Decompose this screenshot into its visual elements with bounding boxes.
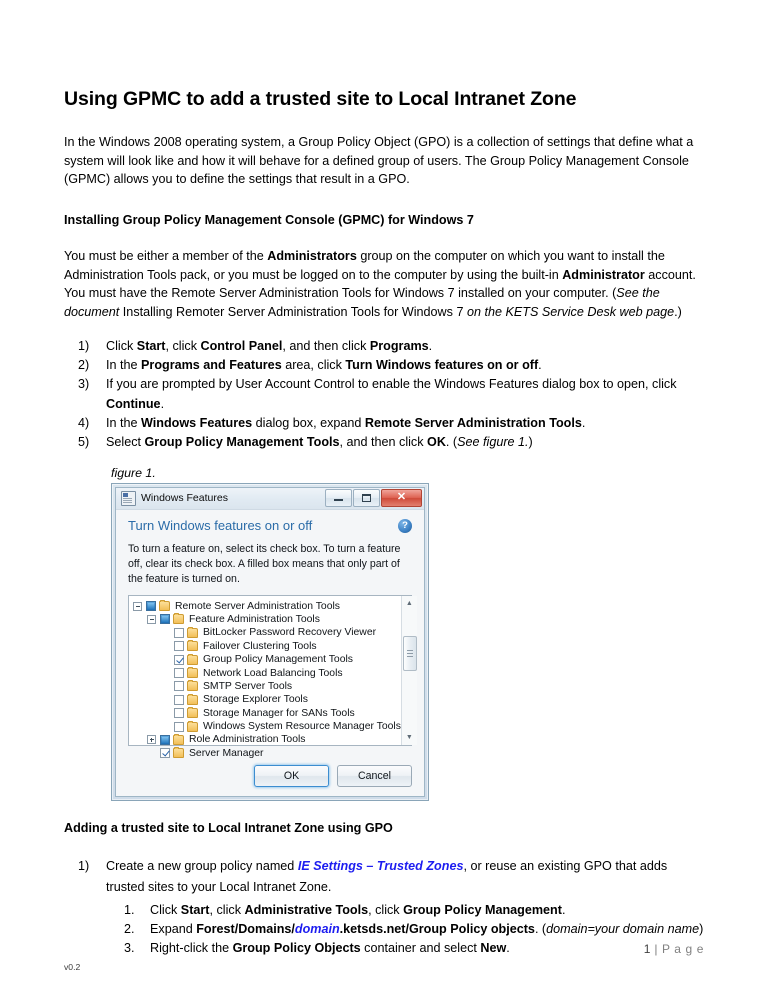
tree-item-label: Group Policy Management Tools <box>203 654 353 666</box>
feature-checkbox[interactable] <box>160 748 170 758</box>
page-word: P a g e <box>661 942 704 956</box>
gpo-step-0-part-1: IE Settings – Trusted Zones <box>297 858 464 873</box>
install-step <box>64 337 704 356</box>
install-step-4-part-0: Select <box>106 434 145 449</box>
feature-checkbox[interactable] <box>146 601 156 611</box>
install-step-3-part-1: Windows Features <box>141 415 253 430</box>
gpo-substep-2-part-0: Right-click the <box>150 941 233 956</box>
feature-checkbox[interactable] <box>174 655 184 665</box>
dialog-heading: Turn Windows features on or off <box>128 517 313 533</box>
tree-item[interactable] <box>133 599 401 612</box>
dialog-title: Windows Features <box>141 492 228 505</box>
install-step-2-part-1: Continue <box>106 396 161 411</box>
feature-checkbox[interactable] <box>160 735 170 745</box>
gpo-substep-1-part-2: domain <box>294 922 340 937</box>
collapse-icon[interactable] <box>147 615 156 624</box>
intro-paragraph: In the Windows 2008 operating system, a Group Policy Object (GPO) is a collection of settings that define what a system will look like and how it will behave for a defined group of users. The Group Policy Management Console (GPMC) allows you to define the settings that result in a GPO. <box>64 135 694 187</box>
install-step-2-part-0: If you are prompted by User Account Control to enable the Windows Features dialog box to open, click <box>106 377 677 392</box>
expander-spacer <box>161 695 170 704</box>
expander-spacer <box>147 749 156 758</box>
expand-icon[interactable] <box>147 735 156 744</box>
folder-icon <box>187 681 198 691</box>
req-bold-administrator: Administrator <box>562 267 645 282</box>
tree-item[interactable] <box>133 680 401 693</box>
gpo-substep-0-part-5: Group Policy Management <box>403 902 562 917</box>
gpo-substep-text <box>150 922 703 936</box>
install-step <box>64 433 704 452</box>
req-italic-see-document: See the document <box>64 286 660 319</box>
folder-icon <box>187 695 198 705</box>
install-step-0-part-6: . <box>428 339 433 354</box>
page-footer <box>64 942 704 956</box>
install-step <box>64 356 704 375</box>
close-button[interactable] <box>381 489 422 507</box>
folder-icon <box>173 748 184 758</box>
page-number-value: 1 <box>643 942 651 956</box>
folder-icon <box>173 614 184 624</box>
section-heading-install: Installing Group Policy Management Console (GPMC) for Windows 7 <box>64 212 474 227</box>
install-step-4-part-2: , and then click <box>339 434 428 449</box>
maximize-button[interactable] <box>353 489 380 507</box>
gpo-step-0-part-2: , or reuse an existing GPO that adds trusted sites to your Local Intranet Zone. <box>106 858 668 895</box>
help-icon[interactable]: ? <box>398 519 412 533</box>
collapse-icon[interactable] <box>133 602 142 611</box>
page-title: Using GPMC to add a trusted site to Local Intranet Zone <box>64 88 577 110</box>
tree-item[interactable] <box>133 693 401 706</box>
folder-icon <box>187 655 198 665</box>
page-separator: | <box>654 942 659 956</box>
req-text-1: You must be either a member of the <box>64 249 268 264</box>
req-text-5: .) <box>674 304 682 319</box>
version-label: v0.2 <box>64 962 81 972</box>
tree-item[interactable] <box>133 626 401 639</box>
feature-checkbox[interactable] <box>160 614 170 624</box>
install-step-3-part-4: . <box>581 415 586 430</box>
install-step-0-part-3: Control Panel <box>200 339 283 354</box>
install-step-4-part-5: See figure 1. <box>457 434 529 449</box>
feature-checkbox[interactable] <box>174 681 184 691</box>
gpo-substep-0-part-2: , click <box>209 902 245 917</box>
folder-icon <box>187 722 198 732</box>
feature-checkbox[interactable] <box>174 708 184 718</box>
tree-item-label: Server Manager <box>189 747 264 759</box>
install-requirements-paragraph <box>64 247 704 321</box>
gpo-substep-0-part-0: Click <box>150 902 181 917</box>
install-step-0-part-1: Start <box>136 339 166 354</box>
page-number-label <box>64 942 704 956</box>
gpo-substep-1-part-0: Expand <box>150 922 197 937</box>
gpo-substep-1-part-6: ) <box>699 922 704 937</box>
dialog-heading-row <box>128 519 412 533</box>
cancel-button[interactable]: Cancel <box>337 765 412 787</box>
install-steps-list <box>64 337 704 452</box>
install-step <box>64 414 704 433</box>
scrollbar-thumb[interactable] <box>403 636 417 671</box>
req-text-4: Installing Remoter Server Administration Tools for Windows 7 <box>119 304 467 319</box>
dialog-footer <box>116 756 424 796</box>
tree-item-label: Feature Administration Tools <box>189 613 320 625</box>
install-step-3-part-0: In the <box>106 415 142 430</box>
expander-spacer <box>161 682 170 691</box>
tree-item[interactable] <box>133 640 401 653</box>
tree-item-label: SMTP Server Tools <box>203 680 293 692</box>
features-tree-list <box>129 596 401 759</box>
gpo-substep-2-part-4: . <box>506 941 510 956</box>
install-step-4-part-3: OK <box>427 434 446 449</box>
expander-spacer <box>161 628 170 637</box>
gpo-substep-marker: 1. <box>124 902 135 917</box>
install-step-marker: 5) <box>78 434 90 449</box>
feature-checkbox[interactable] <box>174 641 184 651</box>
gpo-substep-1-part-1: Forest/Domains/ <box>196 922 295 937</box>
tree-item[interactable] <box>133 707 401 720</box>
install-step-marker: 3) <box>78 377 90 392</box>
install-step-3-part-2: dialog box, expand <box>252 415 365 430</box>
feature-checkbox[interactable] <box>174 722 184 732</box>
install-step-text <box>106 358 542 372</box>
ok-button[interactable]: OK <box>254 765 329 787</box>
install-step-4-part-6: ) <box>528 434 533 449</box>
install-step-1-part-3: Turn Windows features on or off <box>345 358 539 373</box>
folder-icon <box>173 735 184 745</box>
install-step-1-part-4: . <box>538 358 542 373</box>
install-step-marker: 4) <box>78 415 90 430</box>
tree-item-label: Windows System Resource Manager Tools <box>203 721 401 733</box>
gpo-substep-marker: 3. <box>124 941 135 956</box>
tree-item-label: Storage Manager for SANs Tools <box>203 707 355 719</box>
scroll-down-icon[interactable]: ▼ <box>405 734 413 742</box>
install-step-text <box>106 339 432 353</box>
tree-item-label: Storage Explorer Tools <box>203 694 308 706</box>
gpo-step-0-part-0: Create a new group policy named <box>106 858 298 873</box>
req-italic-kets: on the KETS Service Desk web page <box>466 304 675 319</box>
figure-1-block <box>111 466 704 801</box>
install-step <box>64 375 704 413</box>
gpo-step-marker: 1) <box>78 858 90 873</box>
gpo-substep-0-part-3: Administrative Tools <box>244 902 369 917</box>
folder-icon <box>187 708 198 718</box>
windows-features-dialog <box>111 483 429 801</box>
windows-features-icon <box>121 491 136 506</box>
dialog-inner-frame <box>115 487 425 797</box>
window-controls <box>325 489 422 507</box>
install-step-text <box>106 435 533 449</box>
req-text-3: account. You must have the Remote Server Administration Tools for Windows 7 installed on your computer. ( <box>64 267 696 301</box>
install-step-1-part-1: Programs and Features <box>141 358 282 373</box>
dialog-title-bar[interactable] <box>116 488 424 510</box>
gpo-substep-0-part-4: , click <box>368 902 404 917</box>
gpo-substep-2-part-3: New <box>480 941 507 956</box>
expander-spacer <box>161 722 170 731</box>
section-heading-adding-site: Adding a trusted site to Local Intranet Zone using GPO <box>64 821 393 836</box>
gpo-substep-1-part-5: domain=your domain name <box>546 922 700 937</box>
figure-caption: figure 1. <box>111 465 156 480</box>
install-step-2-part-2: . <box>160 396 165 411</box>
install-step-1-part-2: area, click <box>281 358 346 373</box>
install-step-1-part-0: In the <box>106 358 142 373</box>
features-tree-view[interactable] <box>128 595 413 759</box>
feature-checkbox[interactable] <box>174 695 184 705</box>
gpo-substep <box>106 901 704 920</box>
tree-scrollbar[interactable] <box>401 596 417 745</box>
install-step-text <box>106 416 585 430</box>
tree-item[interactable] <box>133 747 401 760</box>
install-step-0-part-2: , click <box>165 339 201 354</box>
install-step-marker: 1) <box>78 339 90 354</box>
gpo-substep-0-part-1: Start <box>180 902 210 917</box>
gpo-substep-2-part-1: Group Policy Objects <box>232 941 361 956</box>
install-step-3-part-3: Remote Server Administration Tools <box>364 415 582 430</box>
gpo-substep-1-part-3: .ketsds.net/Group Policy objects <box>339 922 535 937</box>
scroll-up-icon[interactable]: ▲ <box>405 600 413 608</box>
gpo-substep-marker: 2. <box>124 922 135 937</box>
tree-item-label: Failover Clustering Tools <box>203 640 317 652</box>
gpo-substep <box>106 920 704 939</box>
folder-icon <box>187 641 198 651</box>
install-step-0-part-0: Click <box>106 339 137 354</box>
req-bold-administrators: Administrators <box>267 249 357 264</box>
tree-item[interactable] <box>133 720 401 733</box>
gpo-step-text <box>106 859 667 895</box>
install-step-0-part-5: Programs <box>369 339 429 354</box>
tree-item-label: BitLocker Password Recovery Viewer <box>203 627 377 639</box>
folder-icon <box>187 628 198 638</box>
folder-icon <box>159 601 170 611</box>
feature-checkbox[interactable] <box>174 668 184 678</box>
folder-icon <box>187 668 198 678</box>
dialog-body <box>116 510 424 759</box>
install-step-4-part-4: . ( <box>445 434 458 449</box>
dialog-description: To turn a feature on, select its check box. To turn a feature off, clear its check box. A filled box means that only part of the feature is turned on. <box>128 543 401 586</box>
tree-item[interactable] <box>133 653 401 666</box>
expander-spacer <box>161 642 170 651</box>
tree-item[interactable] <box>133 613 401 626</box>
gpo-substep-text <box>150 903 565 917</box>
expander-spacer <box>161 669 170 678</box>
gpo-substep-2-part-2: container and select <box>360 941 481 956</box>
expander-spacer <box>161 655 170 664</box>
tree-item[interactable] <box>133 733 401 746</box>
minimize-icon <box>334 499 343 501</box>
req-text-2: group on the computer on which you want to install the Administration Tools pack, or you must be logged on to the computer by using the built-in <box>64 249 665 282</box>
tree-item-label: Role Administration Tools <box>189 734 306 746</box>
close-icon: ✕ <box>396 491 407 504</box>
expander-spacer <box>161 709 170 718</box>
minimize-button[interactable] <box>325 489 352 507</box>
install-step-marker: 2) <box>78 358 90 373</box>
tree-item[interactable] <box>133 666 401 679</box>
install-step-text <box>106 377 677 410</box>
install-step-0-part-4: , and then click <box>282 339 370 354</box>
tree-item-label: Remote Server Administration Tools <box>175 600 340 612</box>
tree-item-label: Network Load Balancing Tools <box>203 667 343 679</box>
gpo-substep-1-part-4: . ( <box>534 922 547 937</box>
install-step-4-part-1: Group Policy Management Tools <box>144 434 340 449</box>
feature-checkbox[interactable] <box>174 628 184 638</box>
gpo-substep-0-part-6: . <box>561 902 566 917</box>
maximize-icon <box>362 494 371 502</box>
